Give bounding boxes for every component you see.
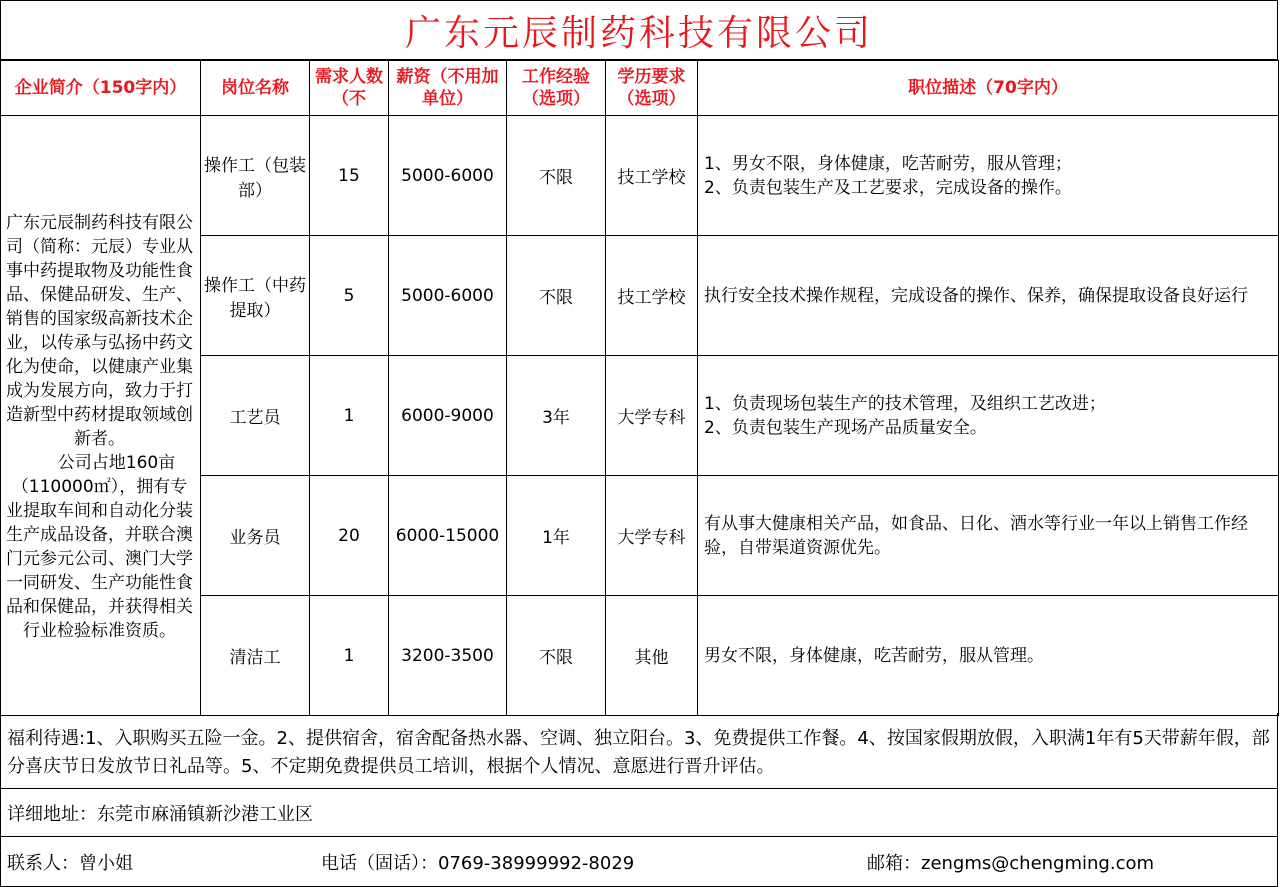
header-count: 需求人数（不 bbox=[310, 61, 389, 116]
job-experience: 不限 bbox=[507, 236, 606, 356]
job-description bbox=[698, 116, 1279, 236]
job-description bbox=[698, 596, 1279, 716]
job-count: 20 bbox=[310, 476, 389, 596]
job-count: 1 bbox=[310, 356, 389, 476]
header-education: 学历要求（选项） bbox=[606, 61, 698, 116]
header-experience: 工作经验（选项） bbox=[507, 61, 606, 116]
job-education: 技工学校 bbox=[606, 116, 698, 236]
job-experience: 不限 bbox=[507, 596, 606, 716]
header-row bbox=[1, 61, 1279, 116]
job-experience: 不限 bbox=[507, 116, 606, 236]
desc-line: 1、男女不限，身体健康，吃苦耐劳，服从管理； bbox=[704, 153, 1072, 174]
job-description bbox=[698, 356, 1279, 476]
job-count: 5 bbox=[310, 236, 389, 356]
job-education: 其他 bbox=[606, 596, 698, 716]
contact-section bbox=[0, 837, 1278, 887]
job-salary: 5000-6000 bbox=[389, 236, 507, 356]
desc-line: 1、负责现场包装生产的技术管理，及组织工艺改进； bbox=[704, 393, 1106, 414]
desc-line: 男女不限，身体健康，吃苦耐劳，服从管理。 bbox=[704, 645, 1044, 666]
desc-line: 2、负责包装生产现场产品质量安全。 bbox=[704, 417, 987, 438]
job-salary: 5000-6000 bbox=[389, 116, 507, 236]
company-intro bbox=[1, 116, 201, 716]
desc-line: 2、负责包装生产及工艺要求，完成设备的操作。 bbox=[704, 177, 1072, 198]
jobs-table bbox=[0, 60, 1279, 716]
desc-line: 执行安全技术操作规程，完成设备的操作、保养，确保提取设备良好运行 bbox=[704, 285, 1248, 306]
job-position: 操作工（中药提取） bbox=[201, 236, 310, 356]
job-position: 业务员 bbox=[201, 476, 310, 596]
job-salary: 6000-15000 bbox=[389, 476, 507, 596]
job-salary: 6000-9000 bbox=[389, 356, 507, 476]
job-description bbox=[698, 236, 1279, 356]
job-position: 工艺员 bbox=[201, 356, 310, 476]
header-salary: 薪资（不用加单位） bbox=[389, 61, 507, 116]
job-position: 操作工（包装部） bbox=[201, 116, 310, 236]
job-education: 技工学校 bbox=[606, 236, 698, 356]
contact-phone: 电话（固话）：0769-38999992-8029 bbox=[321, 852, 635, 874]
job-education: 大学专科 bbox=[606, 356, 698, 476]
header-intro: 企业简介（150字内） bbox=[1, 61, 201, 116]
table-row bbox=[1, 116, 1279, 236]
job-count: 15 bbox=[310, 116, 389, 236]
contact-person: 联系人：曾小姐 bbox=[7, 852, 133, 874]
address-section: 详细地址：东莞市麻涌镇新沙港工业区 bbox=[0, 789, 1278, 837]
welfare-section: 福利待遇:1、入职购买五险一金。2、提供宿舍，宿舍配备热水器、空调、独立阳台。3、免费提供工作餐。4、按国家假期放假，入职满1年有5天带薪年假，部分喜庆节日发放节日礼品等。5、不定期免费提供员工培训，根据个人情况、意愿进行晋升评估。 bbox=[0, 713, 1278, 789]
job-experience: 1年 bbox=[507, 476, 606, 596]
intro-paragraph: 广东元辰制药科技有限公司（简称：元辰）专业从事中药提取物及功能性食品、保健品研发、生产、销售的国家级高新技术企业，以传承与弘扬中药文化为使命，以健康产业集成为发展方向，致力于打造新型中药材提取领域创新者。 bbox=[6, 212, 193, 449]
job-experience: 3年 bbox=[507, 356, 606, 476]
intro-paragraph: 公司占地160亩（110000㎡），拥有专业提取车间和自动化分装生产成品设备，并联合澳门元参元公司、澳门大学一同研发、生产功能性食品和保健品，并获得相关行业检验标准资质。 bbox=[6, 452, 193, 641]
job-education: 大学专科 bbox=[606, 476, 698, 596]
job-count: 1 bbox=[310, 596, 389, 716]
desc-line: 有从事大健康相关产品，如食品、日化、酒水等行业一年以上销售工作经验，自带渠道资源优先。 bbox=[704, 513, 1248, 558]
contact-email: 邮箱：zengms@chengming.com bbox=[867, 852, 1155, 874]
header-position: 岗位名称 bbox=[201, 61, 310, 116]
header-description: 职位描述（70字内） bbox=[698, 61, 1279, 116]
job-position: 清洁工 bbox=[201, 596, 310, 716]
job-salary: 3200-3500 bbox=[389, 596, 507, 716]
job-description bbox=[698, 476, 1279, 596]
company-title: 广东元辰制药科技有限公司 bbox=[0, 0, 1278, 60]
